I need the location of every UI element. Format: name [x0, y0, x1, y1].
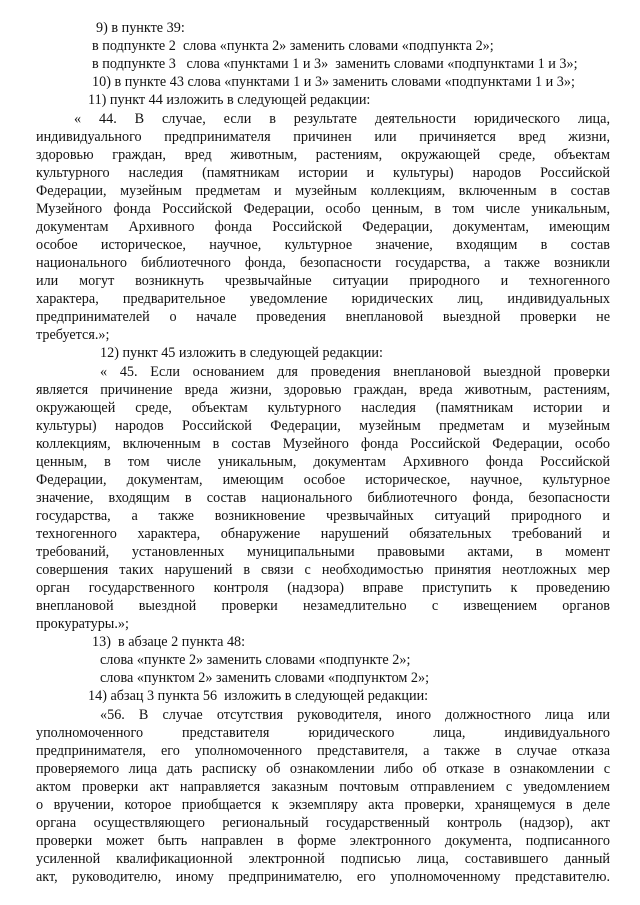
paragraph-44-line: требуется.»; [36, 327, 110, 343]
paragraph-45-line: требований, установленных муниципальными правовыми актами, в момент [36, 544, 610, 560]
paragraph-56-line: усиленной квалификационной электронной подписью лица, составившего данный [36, 851, 610, 867]
paragraph-56-line: о вручении, которое приобщается к экземпляру акта проверки, хранящемуся в деле [36, 797, 610, 813]
paragraph-44-line: документам Архивного фонда Российской Федерации, документам, имеющим [36, 219, 610, 235]
paragraph-45-line: техногенного характера, обнаружение нарушений обязательных требований и [36, 526, 610, 542]
item-13: 13) в абзаце 2 пункта 48: [92, 634, 246, 650]
paragraph-56-line: акт, руководителю, иному предпринимателю, его уполномоченному представителю. [36, 869, 610, 885]
paragraph-44-line: характера, предварительное уведомление юридических лиц, индивидуальных [36, 291, 610, 307]
paragraph-45-line: окружающей среде, объектам культурного наследия (памятникам истории и [36, 400, 610, 416]
item-9: 9) в пункте 39: [96, 20, 185, 36]
paragraph-45-line: орган государственного контроля (надзора) вправе приступить к проведению [36, 580, 610, 596]
paragraph-56-line: предпринимателя, его уполномоченного представителя, а также в случае отказа [36, 743, 610, 759]
item-9-sub-2: в подпункте 3 слова «пунктами 1 и 3» заменить словами «подпунктами 1 и 3»; [92, 56, 578, 72]
paragraph-45-line: является причинение вреда жизни, здоровью граждан, вреда животным, растениям, [36, 382, 610, 398]
paragraph-56-line: уполномоченного представителя юридического лица, индивидуального [36, 725, 610, 741]
paragraph-45-line: культуры) народов Российской Федерации, музейным предметам и музейным [36, 418, 610, 434]
paragraph-44-line: Музейного фонда Российской Федерации, особо ценным, в том числе уникальным, [36, 201, 610, 217]
paragraph-44-line: культурного наследия (памятникам истории и культуры) народов Российской [36, 165, 610, 181]
paragraph-45-line: Федерации, документам, имеющим особое историческое, научное, культурное [36, 472, 610, 488]
paragraph-44-line: индивидуального предпринимателя причинен или причиняется вред жизни, [36, 129, 610, 145]
paragraph-45-line: совершения таких нарушений в связи с необходимостью принятия неотложных мер [36, 562, 610, 578]
paragraph-44-line: особое историческое, научное, культурное значение, входящим в состав [36, 237, 610, 253]
paragraph-45-line: « 45. Если основанием для проведения внеплановой выездной проверки [100, 364, 610, 380]
item-9-sub-1: в подпункте 2 слова «пункта 2» заменить словами «подпункта 2»; [92, 38, 494, 54]
paragraph-45-line: значение, входящим в состав национального библиотечного фонда, безопасности [36, 490, 610, 506]
paragraph-56-line: органа осуществляющего региональный государственный контроль (надзор), акт [36, 815, 610, 831]
item-11: 11) пункт 44 изложить в следующей редакции: [88, 92, 371, 108]
paragraph-44-line: Федерации, музейным предметам и музейным коллекциям, включенным в состав [36, 183, 610, 199]
paragraph-56-line: проверяемого лица дать расписку об ознакомлении либо об отказе в ознакомлении с [36, 761, 610, 777]
item-14: 14) абзац 3 пункта 56 изложить в следующей редакции: [88, 688, 429, 704]
paragraph-44-line: национального библиотечного фонда, безопасности государства, а также возникли [36, 255, 610, 271]
paragraph-45-line: внеплановой выездной проверки незамедлительно с извещением органов [36, 598, 610, 614]
paragraph-44-line: предпринимателей о начале проведения внеплановой выездной проверки не [36, 309, 610, 325]
item-12: 12) пункт 45 изложить в следующей редакции: [100, 345, 383, 361]
paragraph-45-line: коллекциям, включенным в состав Музейного фонда Российской Федерации, особо [36, 436, 610, 452]
paragraph-44-line: здоровью граждан, вред животным, растениям, окружающей среде, объектам [36, 147, 610, 163]
paragraph-44-line: « 44. В случае, если в результате деятельности юридического лица, [74, 111, 610, 127]
paragraph-45-line: государства, а также возникновение чрезвычайных ситуаций природного и [36, 508, 610, 524]
item-13-sub-1: слова «пункте 2» заменить словами «подпункте 2»; [100, 652, 411, 668]
paragraph-45-line: прокуратуры.»; [36, 616, 129, 632]
item-13-sub-2: слова «пунктом 2» заменить словами «подпунктом 2»; [100, 670, 430, 686]
item-10: 10) в пункте 43 слова «пунктами 1 и 3» заменить словами «подпунктами 1 и 3»; [92, 74, 575, 90]
paragraph-45-line: ценным, в том числе уникальным, документам Архивного фонда Российской [36, 454, 610, 470]
paragraph-44-line: или могут возникнуть чрезвычайные ситуации природного и техногенного [36, 273, 610, 289]
paragraph-56-line: актом проверки акт направляется заказным почтовым отправлением с уведомлением [36, 779, 610, 795]
paragraph-56-line: «56. В случае отсутствия руководителя, иного должностного лица или [100, 707, 610, 723]
paragraph-56-line: проверки может быть направлен в форме электронного документа, подписанного [36, 833, 610, 849]
